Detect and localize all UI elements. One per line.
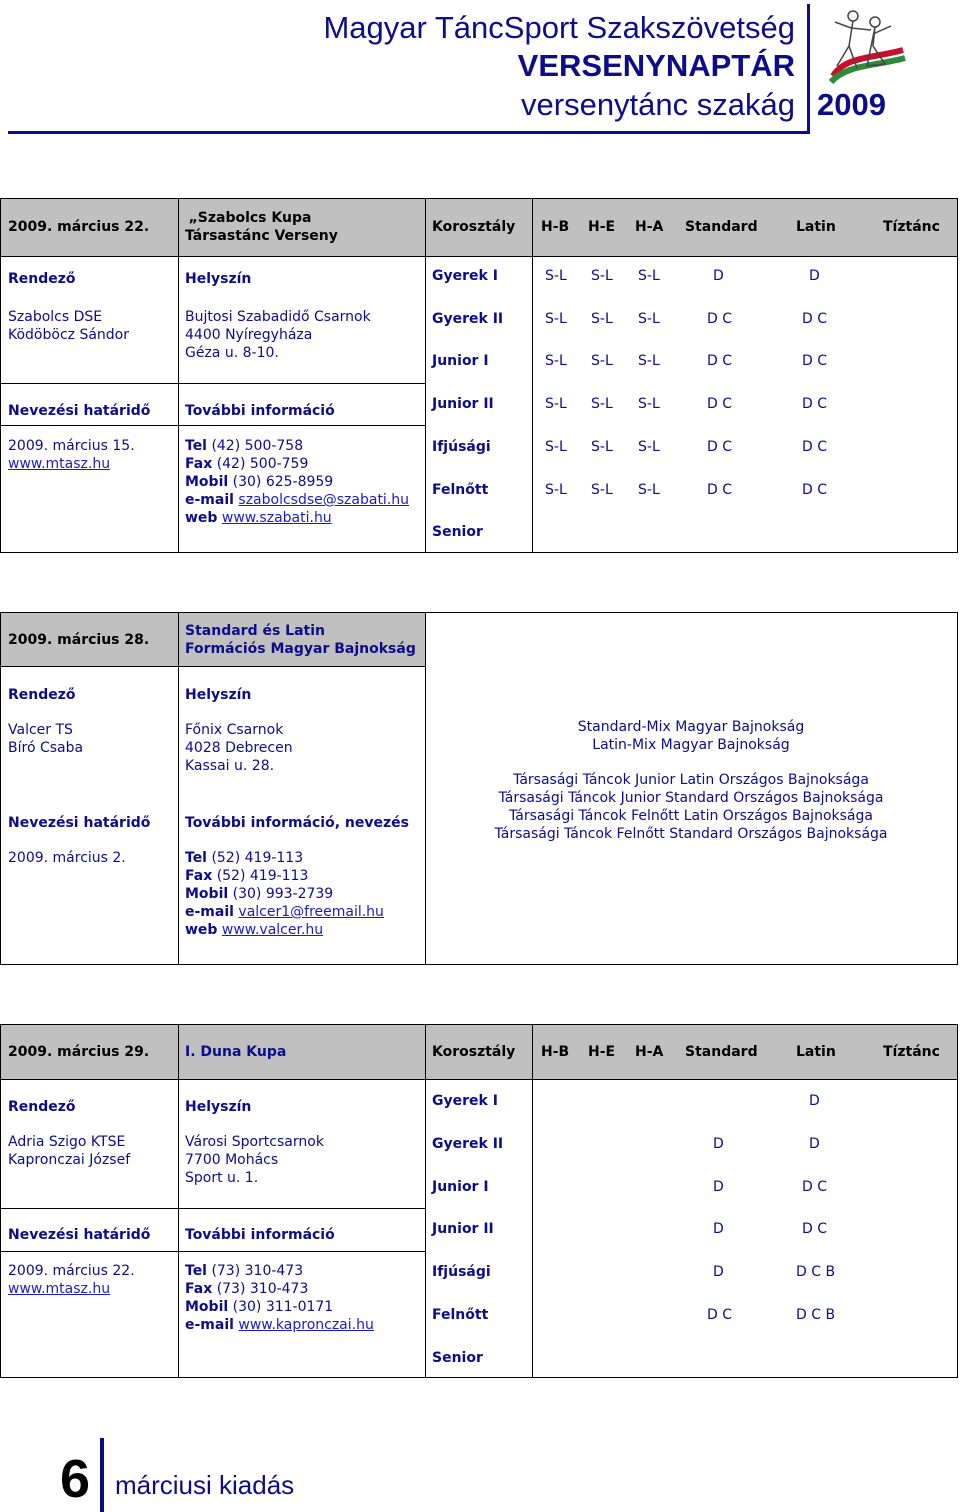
- event1-cell: D C: [707, 353, 733, 369]
- event1-cell: D: [809, 268, 820, 284]
- edition-label: márciusi kiadás: [115, 1470, 295, 1500]
- event3-row-age: Gyerek I: [432, 1093, 498, 1109]
- event1-cell: S-L: [638, 439, 660, 455]
- event3-venue-label: Helyszín: [185, 1099, 252, 1115]
- event3-row-age: Gyerek II: [432, 1136, 504, 1152]
- event1-title-line2: Társastánc Verseny: [185, 228, 338, 244]
- event2-championship: Társasági Táncok Junior Standard Országos Bajnoksága: [498, 790, 884, 806]
- event3-cell: D C: [802, 1221, 828, 1237]
- event1-venue-line3: Géza u. 8-10.: [185, 345, 279, 361]
- event1-cell: D C: [707, 439, 733, 455]
- event1-cell: S-L: [545, 482, 567, 498]
- event3-cell: D: [713, 1136, 724, 1152]
- event1-cell: D C: [707, 396, 733, 412]
- event3-organizer-label: Rendező: [8, 1099, 76, 1115]
- event2-championship: Latin-Mix Magyar Bajnokság: [592, 737, 790, 753]
- event1-tel: Tel (42) 500-758: [185, 438, 304, 454]
- event3-deadline-link[interactable]: www.mtasz.hu: [8, 1281, 111, 1297]
- event1-cell: D C: [707, 482, 733, 498]
- event1-venue-line1: Bujtosi Szabadidő Csarnok: [185, 309, 371, 325]
- event1-cell: D C: [802, 353, 828, 369]
- calendar-title: VERSENYNAPTÁR: [517, 48, 795, 83]
- event3-col-hb: H-B: [541, 1044, 570, 1060]
- event1-col-hb: H-B: [541, 219, 570, 235]
- event1-cell: S-L: [545, 396, 567, 412]
- event3-cell: D: [713, 1179, 724, 1195]
- event2-email-link[interactable]: valcer1@freemail.hu: [238, 904, 384, 920]
- event1-cell: S-L: [591, 268, 613, 284]
- event1-venue-label: Helyszín: [185, 271, 252, 287]
- event2-organizer-name: Valcer TS: [8, 722, 73, 738]
- event1-row-age: Junior I: [432, 353, 489, 369]
- event1-row-age: Felnőtt: [432, 482, 489, 498]
- event1-cell: D C: [707, 311, 733, 327]
- event1-deadline-date: 2009. március 15.: [8, 438, 135, 454]
- event2-web-link[interactable]: www.valcer.hu: [221, 922, 324, 938]
- event3-email-link[interactable]: www.kapronczai.hu: [238, 1317, 374, 1333]
- footer-rule: [100, 1438, 104, 1512]
- event1-organizer-label: Rendező: [8, 271, 76, 287]
- header-vertical-rule: [807, 4, 810, 134]
- event3-cell: D C B: [796, 1307, 836, 1323]
- event2-mobile: Mobil (30) 993-2739: [185, 886, 334, 902]
- event2-title-line1: Standard és Latin: [185, 623, 325, 639]
- event3-row-age: Junior II: [432, 1221, 494, 1237]
- event3-row-age: Junior I: [432, 1179, 489, 1195]
- event1-info-label: További információ: [185, 403, 335, 419]
- event1-col-standard: Standard: [685, 219, 758, 235]
- event1-cell: S-L: [545, 439, 567, 455]
- event3-cell: D: [713, 1221, 724, 1237]
- event2-venue-line3: Kassai u. 28.: [185, 758, 275, 774]
- event2-organizer-person: Bíró Csaba: [8, 740, 84, 756]
- federation-name: Magyar TáncSport Szakszövetség: [323, 10, 795, 45]
- event1-deadline-label: Nevezési határidő: [8, 403, 151, 419]
- event3-title: I. Duna Kupa: [185, 1044, 287, 1060]
- event3-tel: Tel (73) 310-473: [185, 1263, 304, 1279]
- event1-row-age: Senior: [432, 524, 483, 540]
- event2-fax: Fax (52) 419-113: [185, 868, 309, 884]
- event3-col-age: Korosztály: [432, 1044, 516, 1060]
- event1-col-tentance: Tíztánc: [883, 219, 940, 235]
- event3-date: 2009. március 29.: [8, 1044, 150, 1060]
- event3-email: e-mail www.kapronczai.hu: [185, 1317, 374, 1333]
- event1-cell: S-L: [638, 311, 660, 327]
- event1-row-age: Junior II: [432, 396, 494, 412]
- event2-organizer-label: Rendező: [8, 687, 76, 703]
- event1-cell: S-L: [591, 482, 613, 498]
- event3-col-ha: H-A: [635, 1044, 664, 1060]
- event1-col-he: H-E: [588, 219, 616, 235]
- event1-row-age: Gyerek I: [432, 268, 498, 284]
- branch-name: versenytánc szakág: [521, 87, 795, 122]
- event1-cell: S-L: [638, 396, 660, 412]
- event3-deadline-label: Nevezési határidő: [8, 1227, 151, 1243]
- event1-cell: S-L: [545, 311, 567, 327]
- event1-web: web www.szabati.hu: [185, 510, 332, 526]
- event3-cell: D: [713, 1264, 724, 1280]
- event3-cell: D: [809, 1136, 820, 1152]
- event3-fax: Fax (73) 310-473: [185, 1281, 309, 1297]
- event1-mobile: Mobil (30) 625-8959: [185, 474, 334, 490]
- event1-cell: S-L: [591, 311, 613, 327]
- event1-cell: S-L: [545, 353, 567, 369]
- event1-cell: S-L: [591, 396, 613, 412]
- event3-organizer-person: Kapronczai József: [8, 1152, 131, 1168]
- event1-organizer-name: Szabolcs DSE: [8, 309, 103, 325]
- event2-venue-label: Helyszín: [185, 687, 252, 703]
- event3-cell: D C: [802, 1179, 828, 1195]
- event1-col-latin: Latin: [796, 219, 836, 235]
- event3-mobile: Mobil (30) 311-0171: [185, 1299, 334, 1315]
- event2-deadline-date: 2009. március 2.: [8, 850, 126, 866]
- event3-info-label: További információ: [185, 1227, 335, 1243]
- header-rule: [8, 131, 808, 134]
- event3-col-standard: Standard: [685, 1044, 758, 1060]
- event3-row-age: Ifjúsági: [432, 1264, 491, 1280]
- event2-info-label: További információ, nevezés: [185, 815, 409, 831]
- event3-col-he: H-E: [588, 1044, 616, 1060]
- event3-organizer-name: Adria Szigo KTSE: [8, 1134, 126, 1150]
- event2-title-line2: Formációs Magyar Bajnokság: [185, 641, 416, 657]
- event2-web: web www.valcer.hu: [185, 922, 324, 938]
- calendar-year: 2009: [817, 87, 886, 122]
- event3-col-latin: Latin: [796, 1044, 836, 1060]
- event1-title-line1: „Szabolcs Kupa: [188, 210, 312, 226]
- dancers-logo-icon: [815, 6, 915, 88]
- event2-date: 2009. március 28.: [8, 632, 150, 648]
- event2-championship: Társasági Táncok Junior Latin Országos Bajnoksága: [513, 772, 869, 788]
- event1-date: 2009. március 22.: [8, 219, 150, 235]
- event2-email: e-mail valcer1@freemail.hu: [185, 904, 384, 920]
- event1-cell: D C: [802, 482, 828, 498]
- event2-venue-line2: 4028 Debrecen: [185, 740, 293, 756]
- event1-cell: S-L: [591, 439, 613, 455]
- event1-row-age: Ifjúsági: [432, 439, 491, 455]
- event1-col-age: Korosztály: [432, 219, 516, 235]
- event2-championship: Standard-Mix Magyar Bajnokság: [577, 719, 805, 735]
- event1-organizer-person: Ködöböcz Sándor: [8, 327, 129, 343]
- event3-row-age: Felnőtt: [432, 1307, 489, 1323]
- event1-email-link[interactable]: szabolcsdse@szabati.hu: [238, 492, 410, 508]
- event3-row-age: Senior: [432, 1350, 483, 1366]
- event2-venue-line1: Főnix Csarnok: [185, 722, 284, 738]
- event2-tel: Tel (52) 419-113: [185, 850, 304, 866]
- event1-row-age: Gyerek II: [432, 311, 504, 327]
- event3-venue-line2: 7700 Mohács: [185, 1152, 279, 1168]
- event2-deadline-label: Nevezési határidő: [8, 815, 151, 831]
- event1-cell: D C: [802, 439, 828, 455]
- event3-cell: D C B: [796, 1264, 836, 1280]
- event3-deadline-date: 2009. március 22.: [8, 1263, 135, 1279]
- event1-cell: S-L: [638, 353, 660, 369]
- event3-venue-line1: Városi Sportcsarnok: [185, 1134, 324, 1150]
- event1-web-link[interactable]: www.szabati.hu: [221, 510, 332, 526]
- event3-col-tentance: Tíztánc: [883, 1044, 940, 1060]
- event1-cell: S-L: [545, 268, 567, 284]
- event1-cell: D: [713, 268, 724, 284]
- event1-cell: D C: [802, 311, 828, 327]
- event2-championship: Társasági Táncok Felnőtt Latin Országos Bajnoksága: [509, 808, 873, 824]
- page-number: 6: [60, 1449, 91, 1509]
- event1-cell: S-L: [591, 353, 613, 369]
- event3-venue-line3: Sport u. 1.: [185, 1170, 259, 1186]
- event1-cell: S-L: [638, 482, 660, 498]
- event1-fax: Fax (42) 500-759: [185, 456, 309, 472]
- event3-cell: D C: [707, 1307, 733, 1323]
- event2-championship: Társasági Táncok Felnőtt Standard Országos Bajnoksága: [494, 826, 888, 842]
- event3-cell: D: [809, 1093, 820, 1109]
- event1-venue-line2: 4400 Nyíregyháza: [185, 327, 313, 343]
- event1-cell: S-L: [638, 268, 660, 284]
- event1-cell: D C: [802, 396, 828, 412]
- event1-col-ha: H-A: [635, 219, 664, 235]
- event1-deadline-link[interactable]: www.mtasz.hu: [8, 456, 111, 472]
- event1-email: e-mail szabolcsdse@szabati.hu: [185, 492, 410, 508]
